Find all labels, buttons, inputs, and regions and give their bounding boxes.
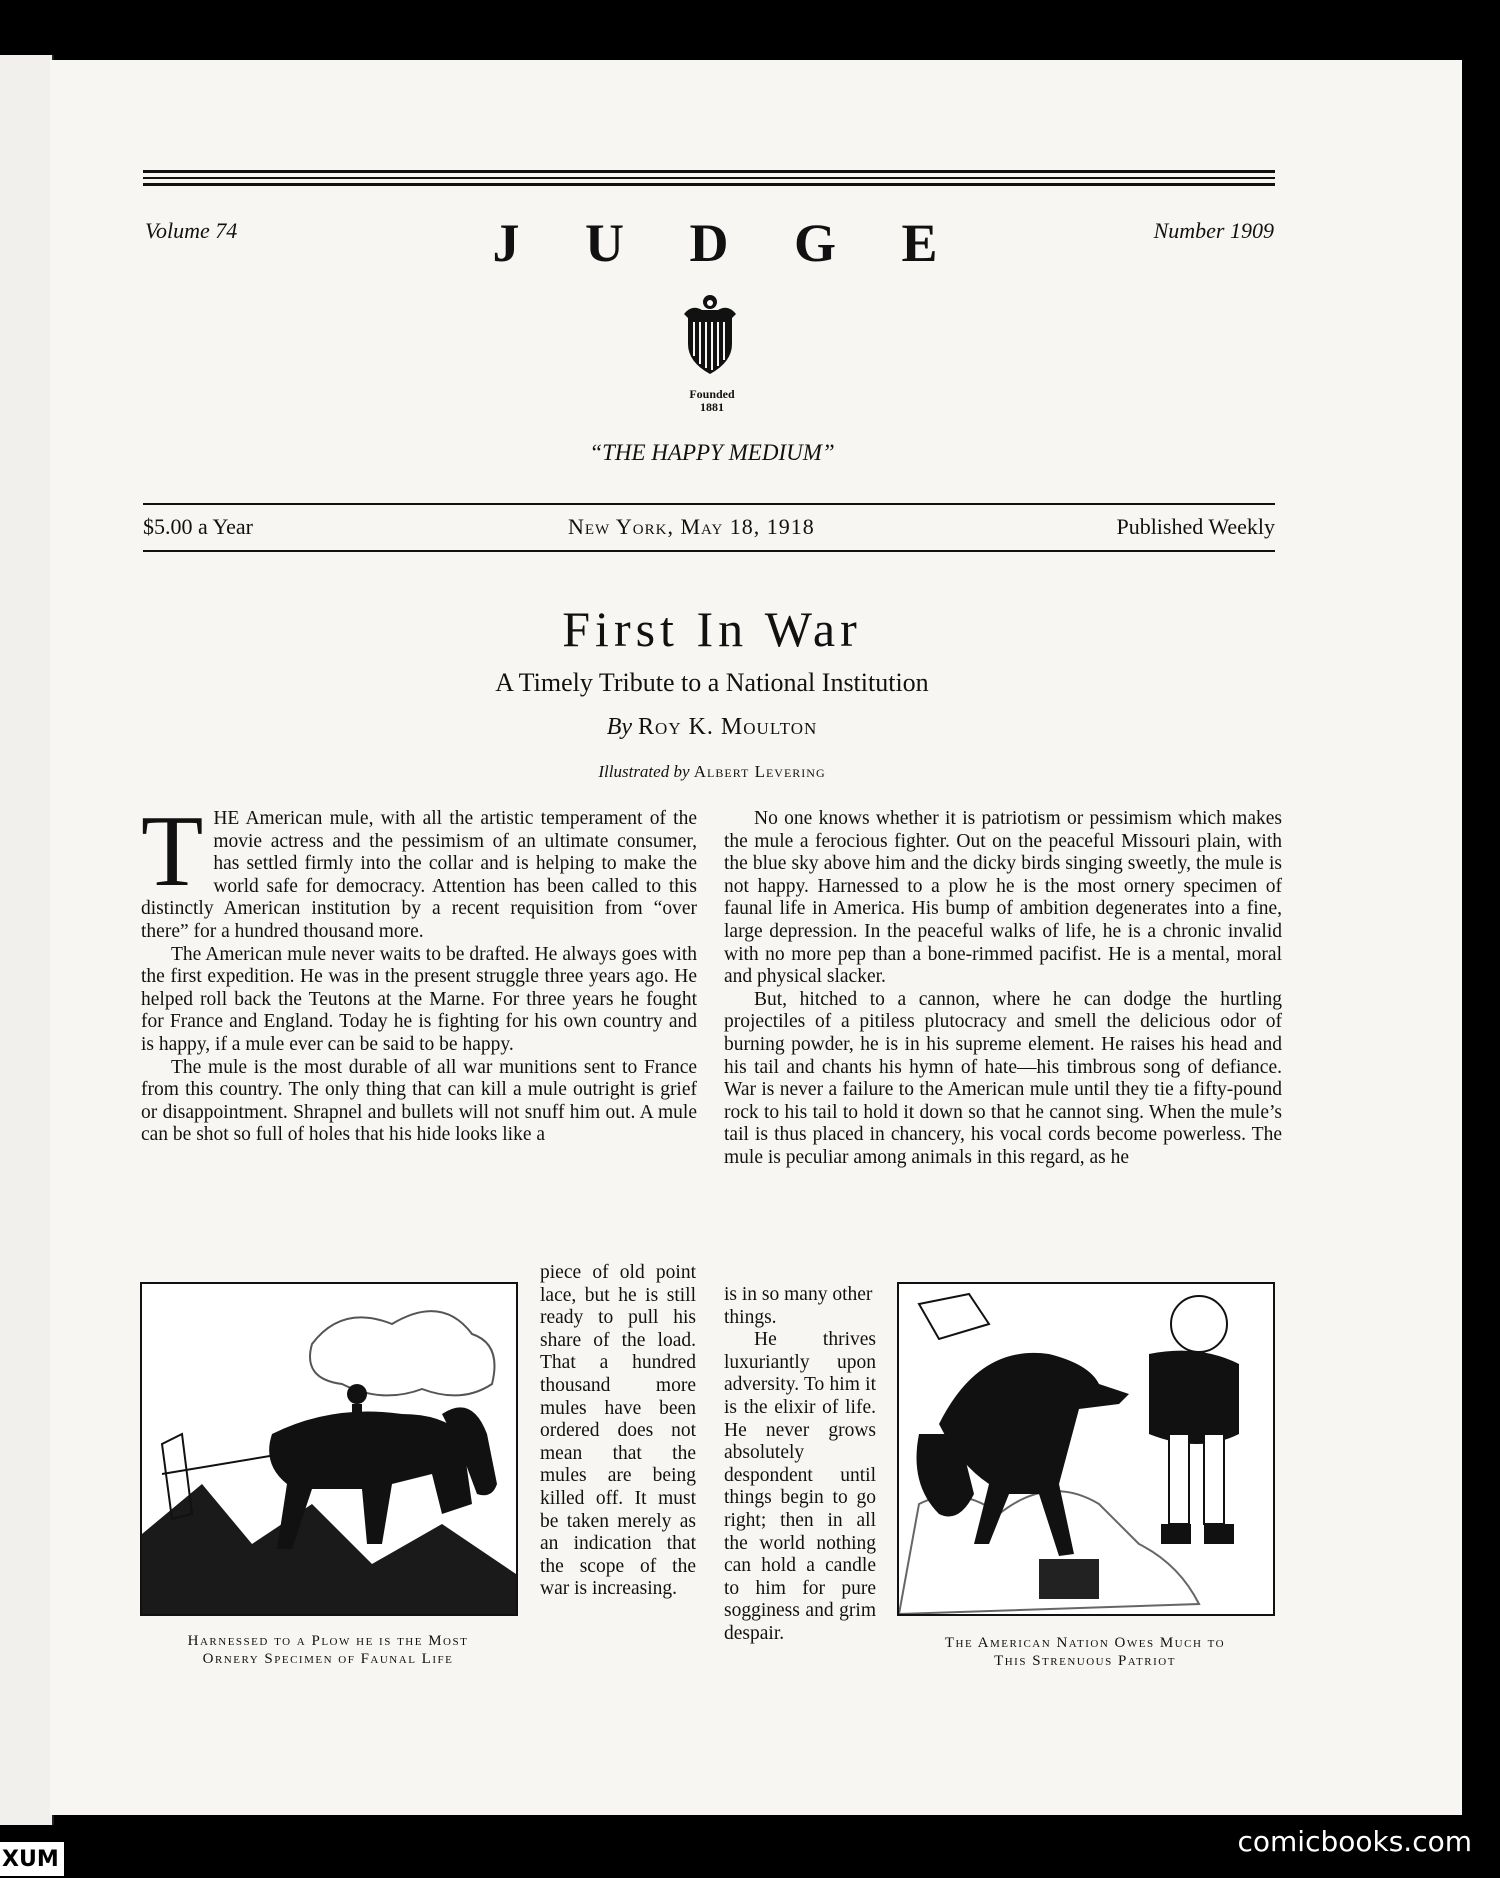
illustrator-credit bbox=[0, 762, 1424, 782]
founded-year: 1881 bbox=[700, 400, 724, 414]
founded-note bbox=[0, 388, 1424, 414]
paragraph-6: He thrives luxuriantly upon adversity. To him it is the elixir of life. He never grows absolutely despondent until things begin to go right; then in all the world nothing can hold a candle to him for pure sogginess and grim despair. bbox=[724, 1329, 876, 1644]
paragraph-1 bbox=[141, 795, 697, 944]
illustration-mule-kicking-kaiser bbox=[897, 1282, 1275, 1616]
article-column-left bbox=[141, 795, 697, 1147]
motto: “THE HAPPY MEDIUM” bbox=[589, 440, 835, 465]
paragraph-3: The mule is the most durable of all war munitions sent to France from this country. The only thing that can kill a mule outright is grief or disappointment. Shrapnel and bullets will not snuff him out. A mule can be shot so full of holes that his hide looks like a bbox=[141, 1056, 697, 1146]
dateline: New York, May 18, 1918 bbox=[568, 514, 815, 539]
paragraph-4: No one knows whether it is patriotism or pessimism which makes the mule a ferocious fighter. Out on the peaceful Missouri plain, with the blue sky above him and the dicky birds singing sweetly, the mule is not happy. Harnessed to a plow he is the most ornery specimen of faunal life in America. His bump of ambition degenerates into a fine, large depression. In the peaceful walks of life, he is a chronic invalid with no more pep than a bone-rimmed pacifist. He is a mental, moral and physical slacker. bbox=[724, 808, 1282, 988]
previous-page-edge bbox=[0, 55, 54, 1825]
illustrator-name: Albert Levering bbox=[693, 762, 826, 781]
publication-frequency: Published Weekly bbox=[1116, 514, 1275, 539]
paragraph-5-continued: is in so many other things. bbox=[724, 1284, 873, 1328]
corner-tag: XUM bbox=[0, 1842, 64, 1876]
issue-number: Number 1909 bbox=[1153, 218, 1274, 243]
article-byline bbox=[0, 714, 1424, 741]
illustrated-prefix: Illustrated by bbox=[598, 762, 690, 781]
eagle-shield-logo bbox=[680, 292, 740, 376]
paragraph-2: The American mule never waits to be drafted. He always goes with the first expedition. He was in the present struggle three years ago. He helped roll back the Teutons at the Marne. For three years he fought for France and England. Today he is fighting for his own country and is happy, if a mule ever can be said to be happy. bbox=[141, 943, 697, 1055]
illustration-mule-plowing bbox=[140, 1282, 518, 1616]
caption-left-line-2: Ornery Specimen of Faunal Life bbox=[202, 1651, 454, 1667]
top-rule bbox=[143, 177, 1275, 179]
top-rule bbox=[143, 170, 1275, 173]
magazine-title: J U D G E bbox=[492, 213, 964, 273]
drop-cap: T bbox=[141, 795, 204, 908]
right-narrow-column bbox=[724, 1284, 876, 1646]
caption-right-line-2: This Strenuous Patriot bbox=[994, 1653, 1176, 1669]
watermark: comicbooks.com bbox=[1237, 1825, 1472, 1858]
caption-left bbox=[140, 1632, 516, 1668]
byline-prefix: By bbox=[606, 714, 633, 740]
article-subheadline: A Timely Tribute to a National Institution bbox=[495, 668, 929, 697]
volume-label: Volume 74 bbox=[145, 218, 238, 243]
paragraph-1-text: HE American mule, with all the artistic temperament of the movie actress and the pessimism of an ultimate consumer, has settled firmly into the collar and is helping to make the world safe for democracy. Attention has been called to this distinctly American institution by a recent requisition from “over there” for a hundred thousand more. bbox=[141, 808, 697, 942]
author-name: Roy K. Moulton bbox=[638, 714, 818, 740]
caption-right-line-1: The American Nation Owes Much to bbox=[944, 1635, 1226, 1651]
article-headline: First In War bbox=[562, 601, 862, 657]
article-column-right bbox=[724, 808, 1282, 1170]
caption-right bbox=[897, 1634, 1273, 1670]
paragraph-3-continued: piece of old point lace, but he is still ready to pull his share of the load. That a hundred thousand more mules have been ordered does not mean that the mules are being killed off. It must be taken merely as an indication that the scope of the war is increasing. bbox=[540, 1262, 696, 1600]
top-rule bbox=[143, 183, 1275, 186]
dateline-bottom-rule bbox=[143, 550, 1275, 552]
paragraph-5: But, hitched to a cannon, where he can dodge the hurtling projectiles of a pitiless plutocracy and smell the delicious odor of burning powder, he is in his supreme element. He raises his head and his tail and chants his hymn of hate—his timbrous song of defiance. War is never a failure to the American mule until they tie a fifty-pound rock to his tail to hold it down so that he cannot sing. When the mule’s tail is thus placed in chancery, his vocal cords become powerless. The mule is peculiar among animals in this regard, as he bbox=[724, 988, 1282, 1168]
dateline-top-rule bbox=[143, 503, 1275, 505]
founded-label: Founded bbox=[689, 387, 735, 401]
caption-left-line-1: Harnessed to a Plow he is the Most bbox=[187, 1633, 469, 1649]
subscription-price: $5.00 a Year bbox=[143, 514, 253, 539]
